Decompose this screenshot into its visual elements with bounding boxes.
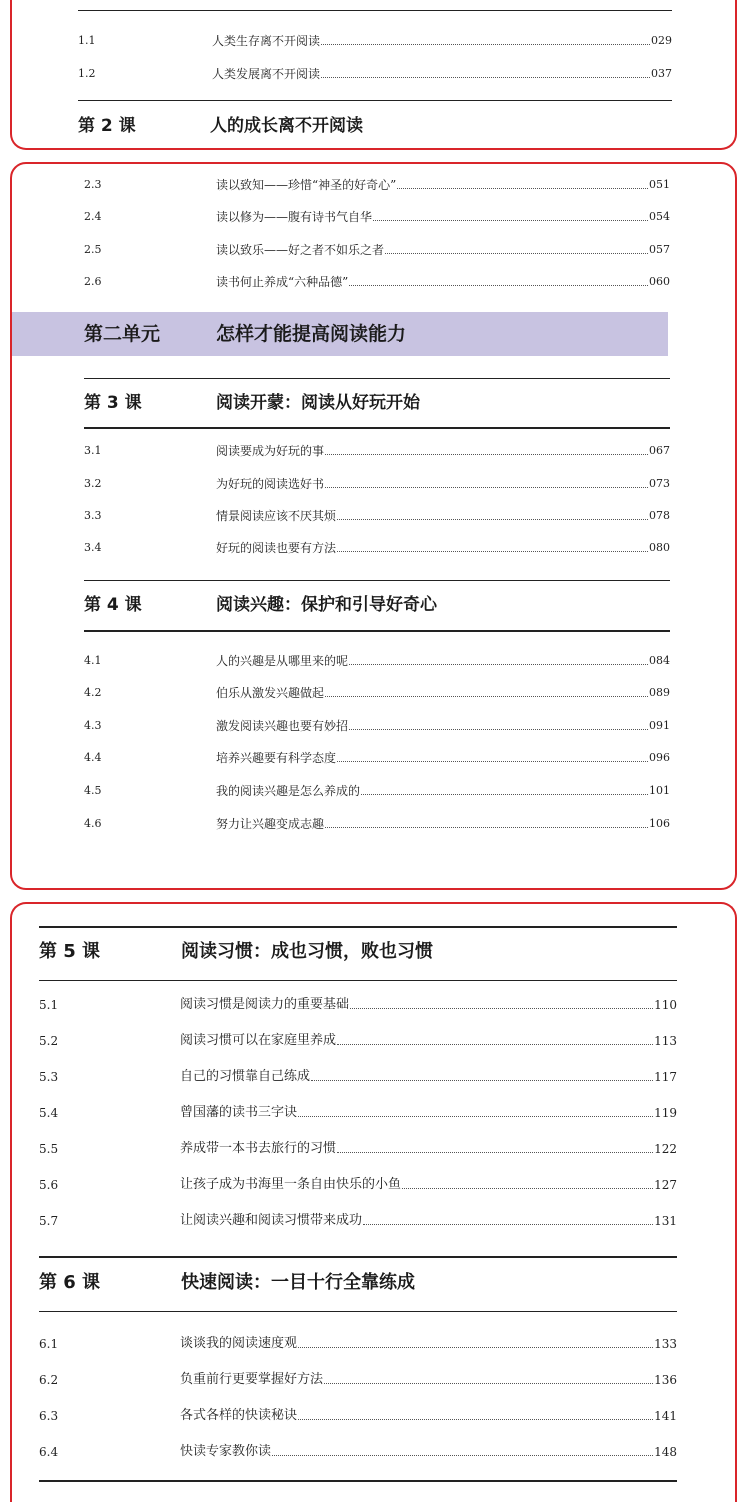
leader-dots	[272, 1455, 653, 1456]
entry-title: 养成带一本书去旅行的习惯	[180, 1141, 337, 1156]
entry-page: 078	[649, 509, 670, 522]
toc-entry[interactable]	[39, 1406, 677, 1426]
entry-number: 4.2	[84, 686, 102, 699]
entry-number: 4.3	[84, 719, 102, 732]
entry-number: 5.6	[39, 1178, 59, 1192]
leader-dots	[402, 1188, 653, 1189]
toc-entry[interactable]	[78, 31, 672, 51]
entry-title: 读以修为——腹有诗书气自华	[216, 210, 373, 224]
toc-entry[interactable]	[84, 814, 670, 834]
entry-page: 089	[649, 686, 670, 699]
entry-number: 2.4	[84, 210, 102, 223]
toc-entry[interactable]	[39, 1175, 677, 1195]
leader-dots	[363, 1224, 653, 1225]
toc-entry[interactable]	[84, 748, 670, 768]
entry-page: 119	[654, 1106, 677, 1120]
entry-number: 4.6	[84, 817, 102, 830]
leader-dots	[397, 188, 648, 189]
toc-panel-1	[10, 0, 737, 150]
entry-title: 为好玩的阅读选好书	[216, 477, 325, 491]
entry-number: 4.1	[84, 654, 102, 667]
entry-page: 091	[649, 719, 670, 732]
lesson-heading[interactable]	[84, 590, 670, 620]
entry-title: 阅读习惯是阅读力的重要基础	[180, 997, 350, 1012]
entry-number: 3.1	[84, 444, 102, 457]
toc-panel-2	[10, 162, 737, 890]
lesson-number: 第 6 课	[39, 1272, 101, 1293]
entry-title: 读书何止养成“六种品德”	[216, 275, 349, 289]
entry-number: 2.6	[84, 275, 102, 288]
toc-entry[interactable]	[78, 64, 672, 84]
entry-page: 101	[649, 784, 670, 797]
entry-title: 曾国藩的读书三字诀	[180, 1105, 298, 1120]
entry-page: 117	[654, 1070, 677, 1084]
lesson-heading[interactable]	[39, 937, 677, 967]
toc-entry[interactable]	[84, 716, 670, 736]
leader-dots	[337, 761, 648, 762]
entry-title: 快读专家教你读	[180, 1444, 272, 1459]
leader-dots	[361, 794, 648, 795]
leader-dots	[373, 220, 648, 221]
leader-dots	[324, 1383, 653, 1384]
entry-title: 我的阅读兴趣是怎么养成的	[216, 784, 361, 798]
entry-page: 113	[654, 1034, 677, 1048]
lesson-title: 人的成长离不开阅读	[210, 116, 363, 136]
entry-title: 人类生存离不开阅读	[212, 34, 321, 48]
leader-dots	[311, 1080, 653, 1081]
leader-dots	[298, 1116, 653, 1117]
lesson-number: 第 2 课	[78, 116, 136, 136]
entry-page: 106	[649, 817, 670, 830]
leader-dots	[349, 285, 648, 286]
entry-number: 6.1	[39, 1337, 59, 1351]
lesson-title: 阅读习惯：成也习惯，败也习惯	[181, 941, 433, 962]
entry-number: 6.3	[39, 1409, 59, 1423]
entry-page: 054	[649, 210, 670, 223]
leader-dots	[337, 1152, 653, 1153]
entry-title: 各式各样的快读秘诀	[180, 1408, 298, 1423]
entry-page: 073	[649, 477, 670, 490]
entry-title: 努力让兴趣变成志趣	[216, 817, 325, 831]
entry-number: 5.5	[39, 1142, 59, 1156]
toc-entry[interactable]	[84, 651, 670, 671]
leader-dots	[337, 1044, 653, 1045]
toc-entry[interactable]	[39, 1103, 677, 1123]
entry-page: 080	[649, 541, 670, 554]
lesson-title: 阅读开蒙：阅读从好玩开始	[216, 393, 420, 413]
entry-title: 读以致乐——好之者不如乐之者	[216, 243, 385, 257]
leader-dots	[321, 77, 650, 78]
entry-number: 2.3	[84, 178, 102, 191]
divider	[84, 378, 670, 379]
lesson-number: 第 4 课	[84, 595, 142, 615]
leader-dots	[337, 519, 648, 520]
entry-number: 5.4	[39, 1106, 59, 1120]
entry-number: 3.4	[84, 541, 102, 554]
toc-entry[interactable]	[39, 1442, 677, 1462]
toc-entry[interactable]	[84, 538, 670, 558]
entry-number: 4.5	[84, 784, 102, 797]
toc-entry[interactable]	[84, 683, 670, 703]
divider	[84, 580, 670, 581]
entry-number: 3.2	[84, 477, 102, 490]
entry-title: 人的兴趣是从哪里来的呢	[216, 654, 349, 668]
entry-title: 阅读要成为好玩的事	[216, 444, 325, 458]
divider	[39, 926, 677, 928]
divider	[78, 10, 672, 11]
leader-dots	[298, 1347, 653, 1348]
entry-page: 133	[654, 1337, 677, 1351]
toc-entry[interactable]	[84, 175, 670, 195]
entry-page: 131	[654, 1214, 677, 1228]
toc-entry[interactable]	[39, 1139, 677, 1159]
toc-entry[interactable]	[84, 506, 670, 526]
divider	[39, 1480, 677, 1482]
entry-page: 136	[654, 1373, 677, 1387]
unit-number: 第二单元	[84, 323, 161, 345]
entry-title: 人类发展离不开阅读	[212, 67, 321, 81]
entry-page: 060	[649, 275, 670, 288]
entry-number: 5.3	[39, 1070, 59, 1084]
entry-page: 096	[649, 751, 670, 764]
entry-title: 培养兴趣要有科学态度	[216, 751, 337, 765]
entry-page: 127	[654, 1178, 677, 1192]
entry-page: 148	[654, 1445, 677, 1459]
toc-entry[interactable]	[84, 207, 670, 227]
leader-dots	[325, 454, 648, 455]
entry-title: 好玩的阅读也要有方法	[216, 541, 337, 555]
entry-title: 谈谈我的阅读速度观	[180, 1336, 298, 1351]
entry-title: 自己的习惯靠自己练成	[180, 1069, 311, 1084]
toc-entry[interactable]	[39, 1370, 677, 1390]
leader-dots	[349, 729, 648, 730]
entry-number: 5.7	[39, 1214, 59, 1228]
divider	[39, 1311, 677, 1312]
entry-page: 037	[651, 67, 672, 80]
leader-dots	[325, 827, 648, 828]
toc-entry[interactable]	[84, 441, 670, 461]
lesson-number: 第 3 课	[84, 393, 142, 413]
entry-page: 122	[654, 1142, 677, 1156]
lesson-heading[interactable]	[39, 1268, 677, 1298]
lesson-title: 快速阅读：一目十行全靠练成	[181, 1272, 415, 1293]
toc-entry[interactable]	[39, 1031, 677, 1051]
divider	[84, 630, 670, 632]
lesson-heading[interactable]	[84, 388, 670, 418]
entry-page: 057	[649, 243, 670, 256]
lesson-number: 第 5 课	[39, 941, 101, 962]
entry-number: 6.4	[39, 1445, 59, 1459]
entry-title: 让阅读兴趣和阅读习惯带来成功	[180, 1213, 363, 1228]
entry-page: 141	[654, 1409, 677, 1423]
entry-title: 伯乐从激发兴趣做起	[216, 686, 325, 700]
entry-page: 051	[649, 178, 670, 191]
entry-page: 084	[649, 654, 670, 667]
entry-title: 读以致知——珍惜“神圣的好奇心”	[216, 178, 397, 192]
toc-entry[interactable]	[39, 1067, 677, 1087]
toc-entry[interactable]	[84, 781, 670, 801]
entry-number: 5.1	[39, 998, 59, 1012]
entry-number: 1.1	[78, 34, 96, 47]
entry-number: 1.2	[78, 67, 96, 80]
entry-page: 029	[651, 34, 672, 47]
entry-number: 3.3	[84, 509, 102, 522]
unit-title: 怎样才能提高阅读能力	[216, 323, 407, 345]
divider	[78, 100, 672, 101]
leader-dots	[385, 253, 648, 254]
toc-entry[interactable]	[39, 1334, 677, 1354]
entry-title: 情景阅读应该不厌其烦	[216, 509, 337, 523]
toc-entry[interactable]	[39, 1211, 677, 1231]
entry-number: 4.4	[84, 751, 102, 764]
lesson-heading[interactable]	[78, 111, 672, 141]
entry-title: 激发阅读兴趣也要有妙招	[216, 719, 349, 733]
unit-heading[interactable]	[12, 312, 668, 356]
leader-dots	[337, 551, 648, 552]
entry-page: 110	[654, 998, 677, 1012]
toc-panel-3	[10, 902, 737, 1502]
leader-dots	[349, 664, 648, 665]
leader-dots	[298, 1419, 653, 1420]
entry-number: 5.2	[39, 1034, 59, 1048]
leader-dots	[350, 1008, 653, 1009]
leader-dots	[325, 487, 648, 488]
entry-page: 067	[649, 444, 670, 457]
entry-title: 负重前行更要掌握好方法	[180, 1372, 324, 1387]
entry-title: 阅读习惯可以在家庭里养成	[180, 1033, 337, 1048]
entry-title: 让孩子成为书海里一条自由快乐的小鱼	[180, 1177, 402, 1192]
toc-entry[interactable]	[84, 474, 670, 494]
divider	[84, 427, 670, 429]
entry-number: 6.2	[39, 1373, 59, 1387]
leader-dots	[321, 44, 650, 45]
toc-entry[interactable]	[39, 995, 677, 1015]
divider	[39, 980, 677, 981]
toc-entry[interactable]	[84, 272, 670, 292]
leader-dots	[325, 696, 648, 697]
divider	[39, 1256, 677, 1258]
lesson-title: 阅读兴趣：保护和引导好奇心	[216, 595, 437, 615]
toc-entry[interactable]	[84, 240, 670, 260]
entry-number: 2.5	[84, 243, 102, 256]
